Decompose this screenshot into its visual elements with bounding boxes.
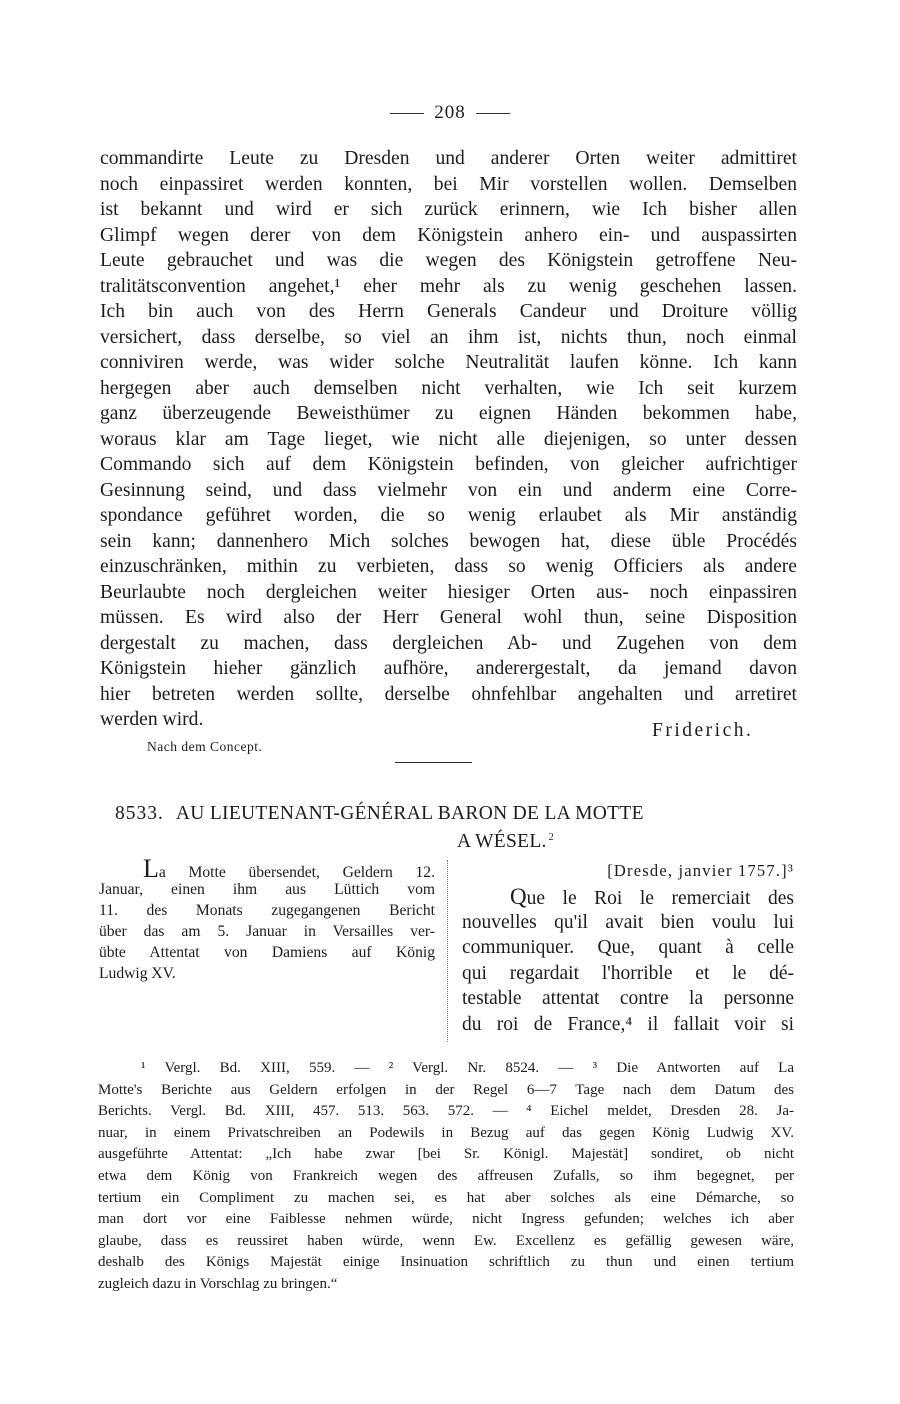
letter-line: communiquer. Que, quant à celle (462, 937, 794, 958)
footnote-line: Motte's Berichte aus Geldern erfolgen in der Regel 6—7 Tage nach dem Datum des (98, 1081, 794, 1098)
letter-first-line: ue le Roi le remerciait des (526, 888, 794, 909)
footnote-line: deshalb des Königs Majestät einige Insinuation schriftlich zu thun und einen tertium (98, 1254, 794, 1271)
body-line: Gesinnung seind, und dass vielmehr von ein und anderm eine Corre- (100, 479, 797, 501)
letter-line (462, 884, 794, 910)
letter-line: nouvelles qu'il avait bien voulu lui (462, 911, 794, 933)
body-line: sein kann; dannenhero Mich solches bewogen hat, diese üble Procédés (100, 530, 797, 552)
footnote-line: ¹ Vergl. Bd. XIII, 559. — ² Vergl. Nr. 8524. — ³ Die Antworten auf La (141, 1060, 794, 1076)
footnote-line: tertium ein Compliment zu machen sei, es hat aber solches als eine Démarche, so (98, 1189, 794, 1206)
body-line: spondance geführet worden, die so wenig erlaubet als Mir anständig (100, 505, 797, 526)
summary-line: übte Attentat von Damiens auf König (99, 944, 435, 961)
footnote-line: man dort vor eine Faiblesse nehmen würde, nicht Ingress gefunden; welches ich aber (98, 1211, 794, 1228)
body-line: Beurlaubte noch dergleichen weiter hiesiger Orten aus- noch einpassiren (100, 581, 797, 603)
source-note: Nach dem Concept. (147, 739, 263, 754)
signature: Friderich. (652, 720, 754, 741)
body-line: werden wird. (100, 709, 204, 730)
body-line: ganz überzeugende Beweisthümer zu eignen Händen bekommen habe, (100, 403, 797, 424)
body-line: conniviren werde, was wider solche Neutralität laufen könne. Ich kann (100, 352, 797, 373)
drop-initial: Q (510, 884, 527, 909)
document-title-text: AU LIEUTENANT-GÉNÉRAL BARON DE LA MOTTE (175, 803, 644, 824)
letter-body (100, 146, 797, 733)
footnotes (98, 1058, 794, 1296)
page-header (0, 102, 900, 124)
body-line: woraus klar am Tage lieget, wie nicht alle diejenigen, so unter dessen (100, 428, 797, 450)
column-separator (447, 860, 448, 1042)
summary-line: 11. des Monats zugegangenen Bericht (99, 902, 435, 919)
body-line: versichert, dass derselbe, so viel an ihm ist, nichts thun, noch einmal (100, 326, 797, 348)
body-line: hier betreten werden sollte, derselbe ohnfehlbar angehalten und arretiret (100, 683, 797, 705)
body-line: einzuschränken, mithin zu verbieten, dass so wenig Officiers als andere (100, 556, 797, 577)
body-line: noch einpassiret werden konnten, bei Mir vorstellen wollen. Demselben (100, 173, 797, 195)
body-line: hergegen aber auch demselben nicht verhalten, wie Ich seit kurzem (100, 377, 797, 399)
drop-initial: L (143, 854, 159, 883)
summary-line: Januar, einen ihm aus Lüttich vom (99, 881, 435, 898)
document-heading (115, 800, 780, 856)
footnote-line: Berichts. Vergl. Bd. XIII, 457. 513. 563. 572. — ⁴ Eichel meldet, Dresden 28. Ja- (98, 1103, 794, 1120)
page-number: 208 (434, 102, 466, 123)
letter-line: du roi de France,⁴ il fallait voir si (462, 1013, 794, 1035)
body-line: Königstein hieher gänzlich aufhöre, anderergestalt, da jemand davon (100, 658, 797, 679)
header-dash-right (476, 113, 510, 114)
dateline: [Dresde, janvier 1757.]³ (607, 861, 794, 880)
document-title-line-1 (115, 800, 780, 828)
section-divider (395, 762, 472, 763)
footnote-line: etwa dem König von Frankreich wegen des affreusen Zufalls, so ihm begegnet, per (98, 1167, 794, 1184)
body-line: ist bekannt und wird er sich zurück erinnern, wie Ich bisher allen (100, 199, 797, 220)
editorial-summary (99, 854, 435, 984)
body-line: Ich bin auch von des Herrn Generals Candeur und Droiture völlig (100, 301, 797, 322)
body-line: dergestalt zu machen, dass dergleichen Ab- und Zugehen von dem (100, 632, 797, 654)
letter-line: testable attentat contre la personne (462, 988, 794, 1009)
body-line: commandirte Leute zu Dresden und anderer Orten weiter admittiret (100, 148, 797, 169)
letter-line: qui regardait l'horrible et le dé- (462, 962, 794, 984)
body-line: Glimpf wegen derer von dem Königstein anhero ein- und auspassirten (100, 224, 797, 246)
summary-line: über das am 5. Januar in Versailles ver- (99, 923, 435, 940)
summary-line: Ludwig XV. (99, 965, 176, 982)
summary-first-line: a Motte übersendet, Geldern 12. (158, 864, 435, 881)
footnote-line: zugleich dazu in Vorschlag zu bringen.“ (98, 1275, 338, 1292)
body-line: Commando sich auf dem Königstein befinden, von gleicher aufrichtiger (100, 454, 797, 475)
footnote-marker: 2 (548, 831, 555, 843)
document-number: 8533. (115, 803, 164, 824)
footnote-line: glaube, dass es reussiret haben würde, wenn Ew. Excellenz es gefällig gewesen wäre, (98, 1232, 794, 1249)
document-title-place: A WÉSEL. (456, 831, 547, 852)
body-line: Leute gebrauchet und was die wegen des Königstein getroffene Neu- (100, 250, 797, 271)
document-title-line-2 (115, 828, 780, 856)
summary-line (99, 854, 435, 883)
header-dash-left (390, 113, 424, 114)
footnote-line: ausgeführte Attentat: „Ich habe zwar [bei Sr. Königl. Majestät] sondiret, ob nicht (98, 1146, 794, 1163)
body-line: müssen. Es wird also der Herr General wohl thun, seine Disposition (100, 607, 797, 628)
french-letter (462, 858, 794, 1037)
footnote-line: nuar, in einem Privatschreiben an Podewils in Bezug auf das gegen König Ludwig XV. (98, 1124, 794, 1141)
body-line: tralitätsconvention angehet,¹ eher mehr als zu wenig geschehen lassen. (100, 275, 797, 297)
